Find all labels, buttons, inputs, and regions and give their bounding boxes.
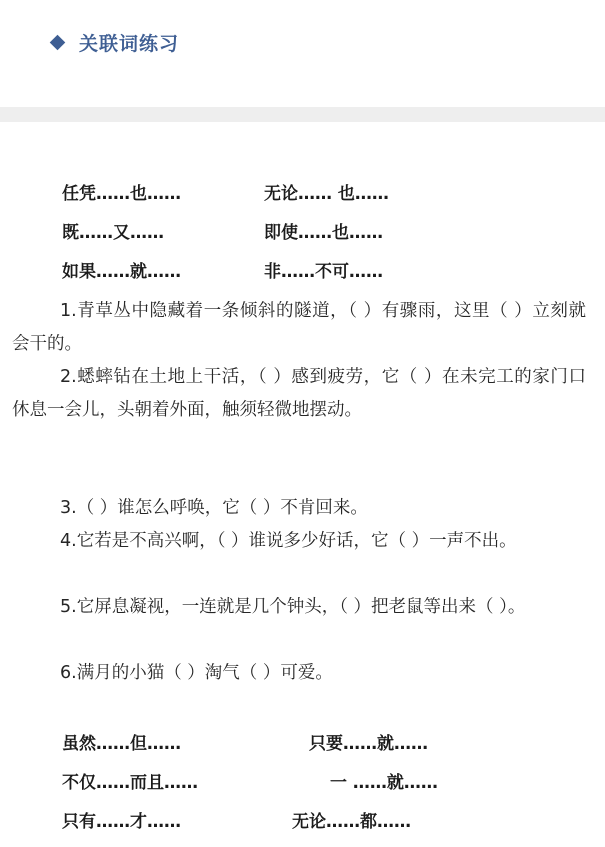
pair-left: 任凭……也……	[62, 184, 181, 204]
pair-right: 即使……也……	[264, 223, 383, 243]
question-4: 4.它若是不高兴啊，（ ）谁说多少好话，它（ ）一声不出。	[60, 531, 517, 551]
pair-right: 只要……就……	[309, 734, 428, 754]
diamond-bullet-icon	[50, 35, 66, 51]
pair-right: 非……不可……	[264, 262, 383, 282]
question-1: 1.青草丛中隐藏着一条倾斜的隧道，（ ）有骤雨，这里（ ）立刻就会干的。	[12, 301, 586, 354]
header	[0, 0, 605, 107]
pair-left: 只有……才……	[62, 812, 181, 832]
pair-left: 如果……就……	[62, 262, 181, 282]
question-6: 6.满月的小猫（ ）淘气（ ）可爱。	[60, 663, 333, 683]
question-5: 5.它屏息凝视，一连就是几个钟头，（ ）把老鼠等出来（ ）。	[60, 597, 526, 617]
pair-right: 无论…… 也……	[264, 184, 389, 204]
pair-left: 不仅……而且……	[62, 773, 198, 793]
pair-left: 既……又……	[62, 223, 164, 243]
title-row	[50, 29, 179, 56]
question-2: 2.蟋蟀钻在土地上干活，（ ）感到疲劳，它（ ）在未完工的家门口休息一会儿，头朝着外面，触须轻微地摆动。	[12, 367, 586, 420]
pair-right: 无论……都……	[292, 812, 411, 832]
pair-left: 虽然……但……	[62, 734, 181, 754]
section-divider	[0, 107, 605, 122]
pair-right: 一 ……就……	[330, 773, 438, 793]
page-title: 关联词练习	[79, 33, 180, 55]
question-3: 3.（ ）谁怎么呼唤，它（ ）不肯回来。	[60, 498, 368, 518]
